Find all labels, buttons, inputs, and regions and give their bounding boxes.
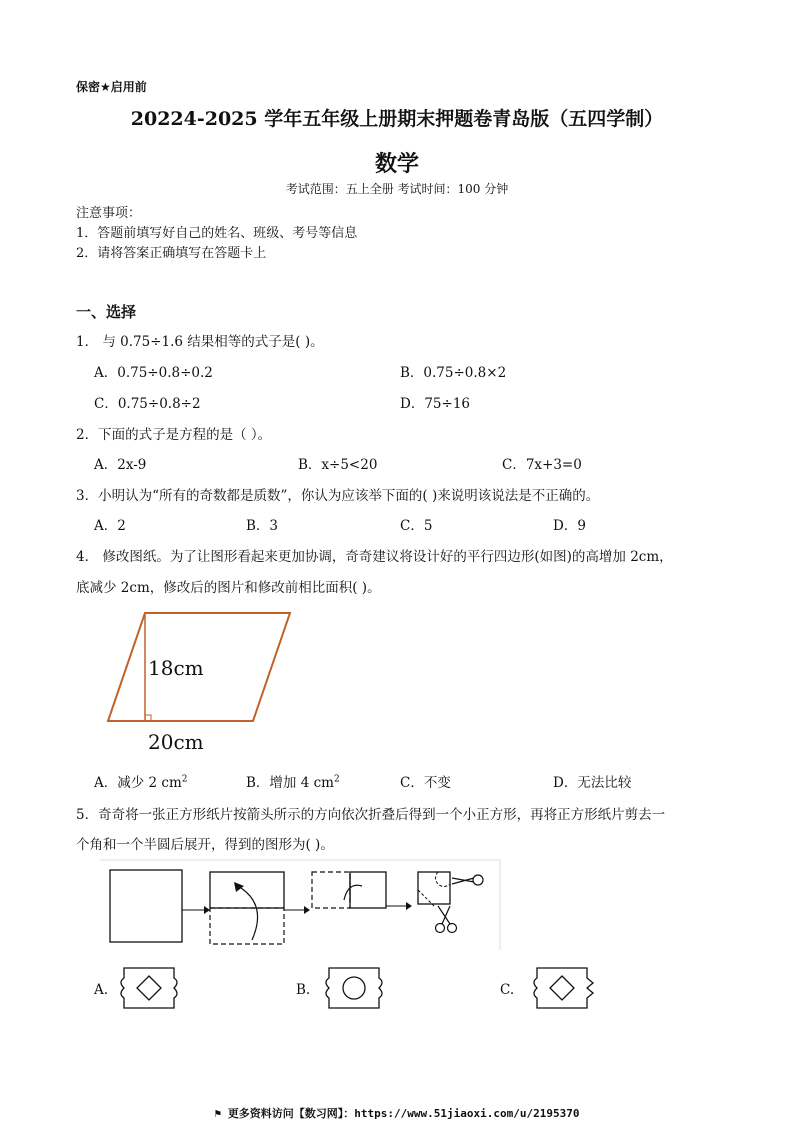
note-item: 2．请将答案正确填写在答题卡上 [76, 246, 267, 261]
option-outline [326, 968, 382, 1008]
q1-option-d: D．75÷16 [400, 396, 470, 412]
q2-option-a: A．2x-9 [94, 457, 147, 473]
question-4-stem-line1: 4． 修改图纸。为了让图形看起来更加协调，奇奇建议将设计好的平行四边形(如图)的高增加 2cm， [76, 549, 673, 565]
footer-link[interactable] [0, 1105, 794, 1121]
fold-arrow-head [234, 882, 244, 892]
question-4-stem-line2: 底减少 2cm，修改后的图片和修改前相比面积( )。 [76, 580, 381, 596]
flag-icon: ⚑ [214, 1107, 228, 1120]
scissors-icon [452, 875, 483, 885]
diamond-hole [550, 976, 574, 1000]
q1-option-b: B．0.75÷0.8×2 [400, 365, 507, 381]
q5-option-a-figure [120, 964, 178, 1012]
section-title: 一、选择 [76, 303, 137, 321]
square-paper [110, 870, 182, 942]
q4-option-d: D．无法比较 [553, 775, 632, 791]
q5-option-a: A. [94, 982, 109, 998]
small-square [418, 872, 450, 904]
q4-option-b-text: B．增加 4 cm [246, 775, 334, 791]
question-2-stem: 2．下面的式子是方程的是（ ）。 [76, 427, 272, 443]
q4-option-b [246, 771, 340, 791]
q5-option-b-figure [325, 964, 383, 1012]
q1-option-a: A．0.75÷0.8÷0.2 [94, 365, 213, 381]
fold-arrow-curve [238, 886, 258, 940]
note-item: 1．答题前填写好自己的姓名、班级、考号等信息 [76, 226, 358, 241]
q3-option-c: C．5 [400, 518, 433, 534]
option-outline [534, 968, 593, 1008]
base-label: 20cm [148, 730, 204, 754]
q4-option-c: C．不变 [400, 775, 451, 791]
q5-option-b: B. [296, 982, 311, 998]
q2-option-b: B．x÷5<20 [298, 457, 378, 473]
footer-text: 更多资料访问【数习网】：https://www.51jiaoxi.com/u/2195370 [227, 1107, 580, 1120]
notes-heading: 注意事项： [76, 206, 142, 221]
option-outline [121, 968, 177, 1008]
fold-arrow-curve [344, 885, 362, 900]
arrow-head [304, 906, 310, 914]
confidential-label: 保密★启用前 [76, 80, 147, 94]
scissors-icon [436, 906, 457, 933]
question-5-stem-line2: 个角和一个半圆后展开，得到的图形为( )。 [76, 837, 334, 853]
diamond-hole [137, 976, 161, 1000]
exam-meta: 考试范围：五上全册 考试时间：100 分钟 [285, 182, 509, 196]
q1-option-c: C．0.75÷0.8÷2 [94, 396, 201, 412]
q2-option-c: C．7x+3=0 [502, 457, 582, 473]
arrow-head [406, 902, 412, 910]
folding-diagram [100, 860, 510, 955]
cut-semicircle [436, 872, 450, 886]
q3-option-d: D．9 [553, 518, 586, 534]
q3-option-b: B．3 [246, 518, 279, 534]
question-1-stem: 1． 与 0.75÷1.6 结果相等的式子是( )。 [76, 334, 324, 350]
q4-option-b-sup: 2 [333, 774, 340, 785]
exam-title: 20224-2025 学年五年级上册期末押题卷青岛版（五四学制） [130, 108, 664, 130]
half-paper-solid [350, 872, 386, 908]
q5-option-c-figure [533, 964, 591, 1012]
folded-paper-top [210, 872, 284, 908]
question-3-stem: 3．小明认为“所有的奇数都是质数”，你认为应该举下面的( )来说明该说法是不正确的。 [76, 488, 600, 504]
circle-hole [343, 977, 365, 999]
q4-option-a [94, 771, 188, 791]
height-label: 18cm [148, 656, 204, 680]
q4-option-a-sup: 2 [181, 774, 188, 785]
folded-paper-bottom [210, 908, 284, 944]
subject-title: 数学 [374, 151, 419, 177]
question-5-stem-line1: 5．奇奇将一张正方形纸片按箭头所示的方向依次折叠后得到一个小正方形，再将正方形纸片剪去一 [76, 807, 666, 823]
q5-option-c: C. [500, 982, 515, 998]
q3-option-a: A．2 [94, 518, 126, 534]
half-paper-dashed [312, 872, 350, 908]
arrow-head [204, 906, 210, 914]
q4-option-a-text: A．减少 2 cm [94, 775, 182, 791]
